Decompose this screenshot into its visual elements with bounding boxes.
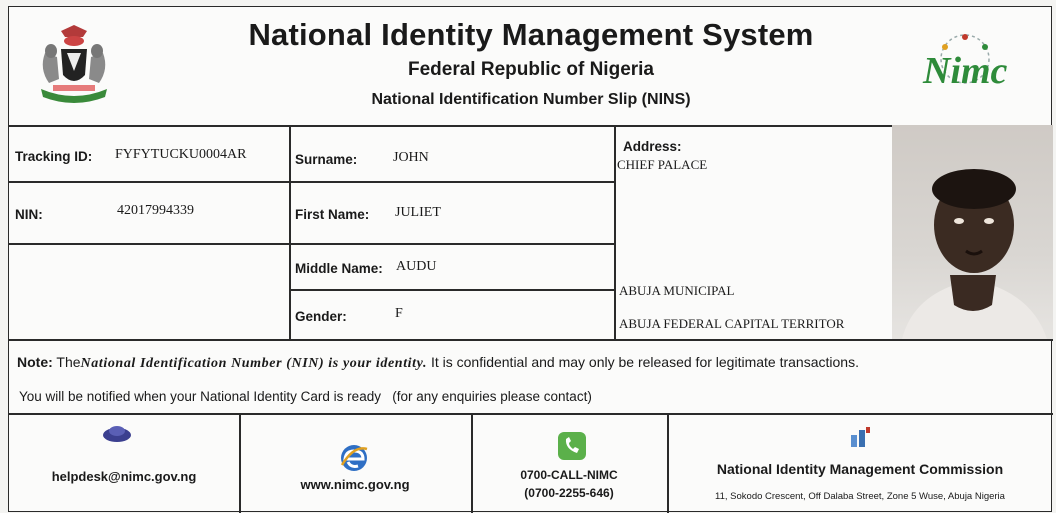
- nimc-logo-icon: [915, 23, 1025, 107]
- website-link[interactable]: www.nimc.gov.ng: [300, 477, 410, 492]
- email-icon: [102, 425, 132, 448]
- nimc-logo-text: Nimc: [923, 50, 1008, 92]
- first-name-label: First Name:: [295, 207, 370, 222]
- address-line-2: ABUJA MUNICIPAL: [619, 283, 735, 298]
- address-line-3: ABUJA FEDERAL CAPITAL TERRITOR: [619, 316, 845, 331]
- middle-name-label: Middle Name:: [295, 261, 383, 276]
- browser-icon: [339, 443, 369, 478]
- gender-label: Gender:: [295, 309, 347, 324]
- nin-label: NIN:: [15, 207, 43, 222]
- address-line-1: CHIEF PALACE: [617, 157, 708, 172]
- note-line-1: [17, 354, 859, 372]
- note-emphasis: National Identification Number (NIN) is your identity.: [80, 356, 428, 371]
- org-address: 11, Sokodo Crescent, Off Dalaba Street, Zone 5 Wuse, Abuja Nigeria: [715, 491, 1005, 502]
- phone-number-1[interactable]: 0700-CALL-NIMC: [520, 468, 618, 482]
- tracking-id-label: Tracking ID:: [15, 149, 93, 164]
- nins-slip: [8, 6, 1052, 512]
- tracking-id-value: FYFYTUCKU0004AR: [115, 147, 247, 162]
- note-prefix: Note:: [17, 354, 53, 370]
- page-title: National Identity Management System: [248, 17, 814, 52]
- first-name-value: JULIET: [395, 205, 441, 220]
- slip-title: National Identification Number Slip (NINS): [371, 91, 691, 108]
- gender-value: F: [395, 306, 403, 321]
- page-subtitle: Federal Republic of Nigeria: [408, 59, 654, 80]
- nin-value: 42017994339: [117, 203, 194, 218]
- note-the: The: [56, 354, 81, 370]
- surname-label: Surname:: [295, 152, 358, 167]
- note-rest: It is confidential and may only be released for legitimate transactions.: [430, 354, 859, 370]
- org-name: National Identity Management Commission: [716, 461, 1004, 477]
- phone-number-2[interactable]: (0700-2255-646): [524, 486, 614, 500]
- email-link[interactable]: helpdesk@nimc.gov.ng: [51, 469, 197, 484]
- surname-value: JOHN: [393, 150, 429, 165]
- note-line-2: You will be notified when your National Identity Card is ready (for any enquiries please contact): [19, 389, 592, 404]
- building-icon: [849, 427, 871, 452]
- holder-photo: [892, 125, 1053, 339]
- address-label: Address:: [623, 139, 682, 154]
- phone-icon: [557, 431, 587, 466]
- middle-name-value: AUDU: [396, 259, 437, 274]
